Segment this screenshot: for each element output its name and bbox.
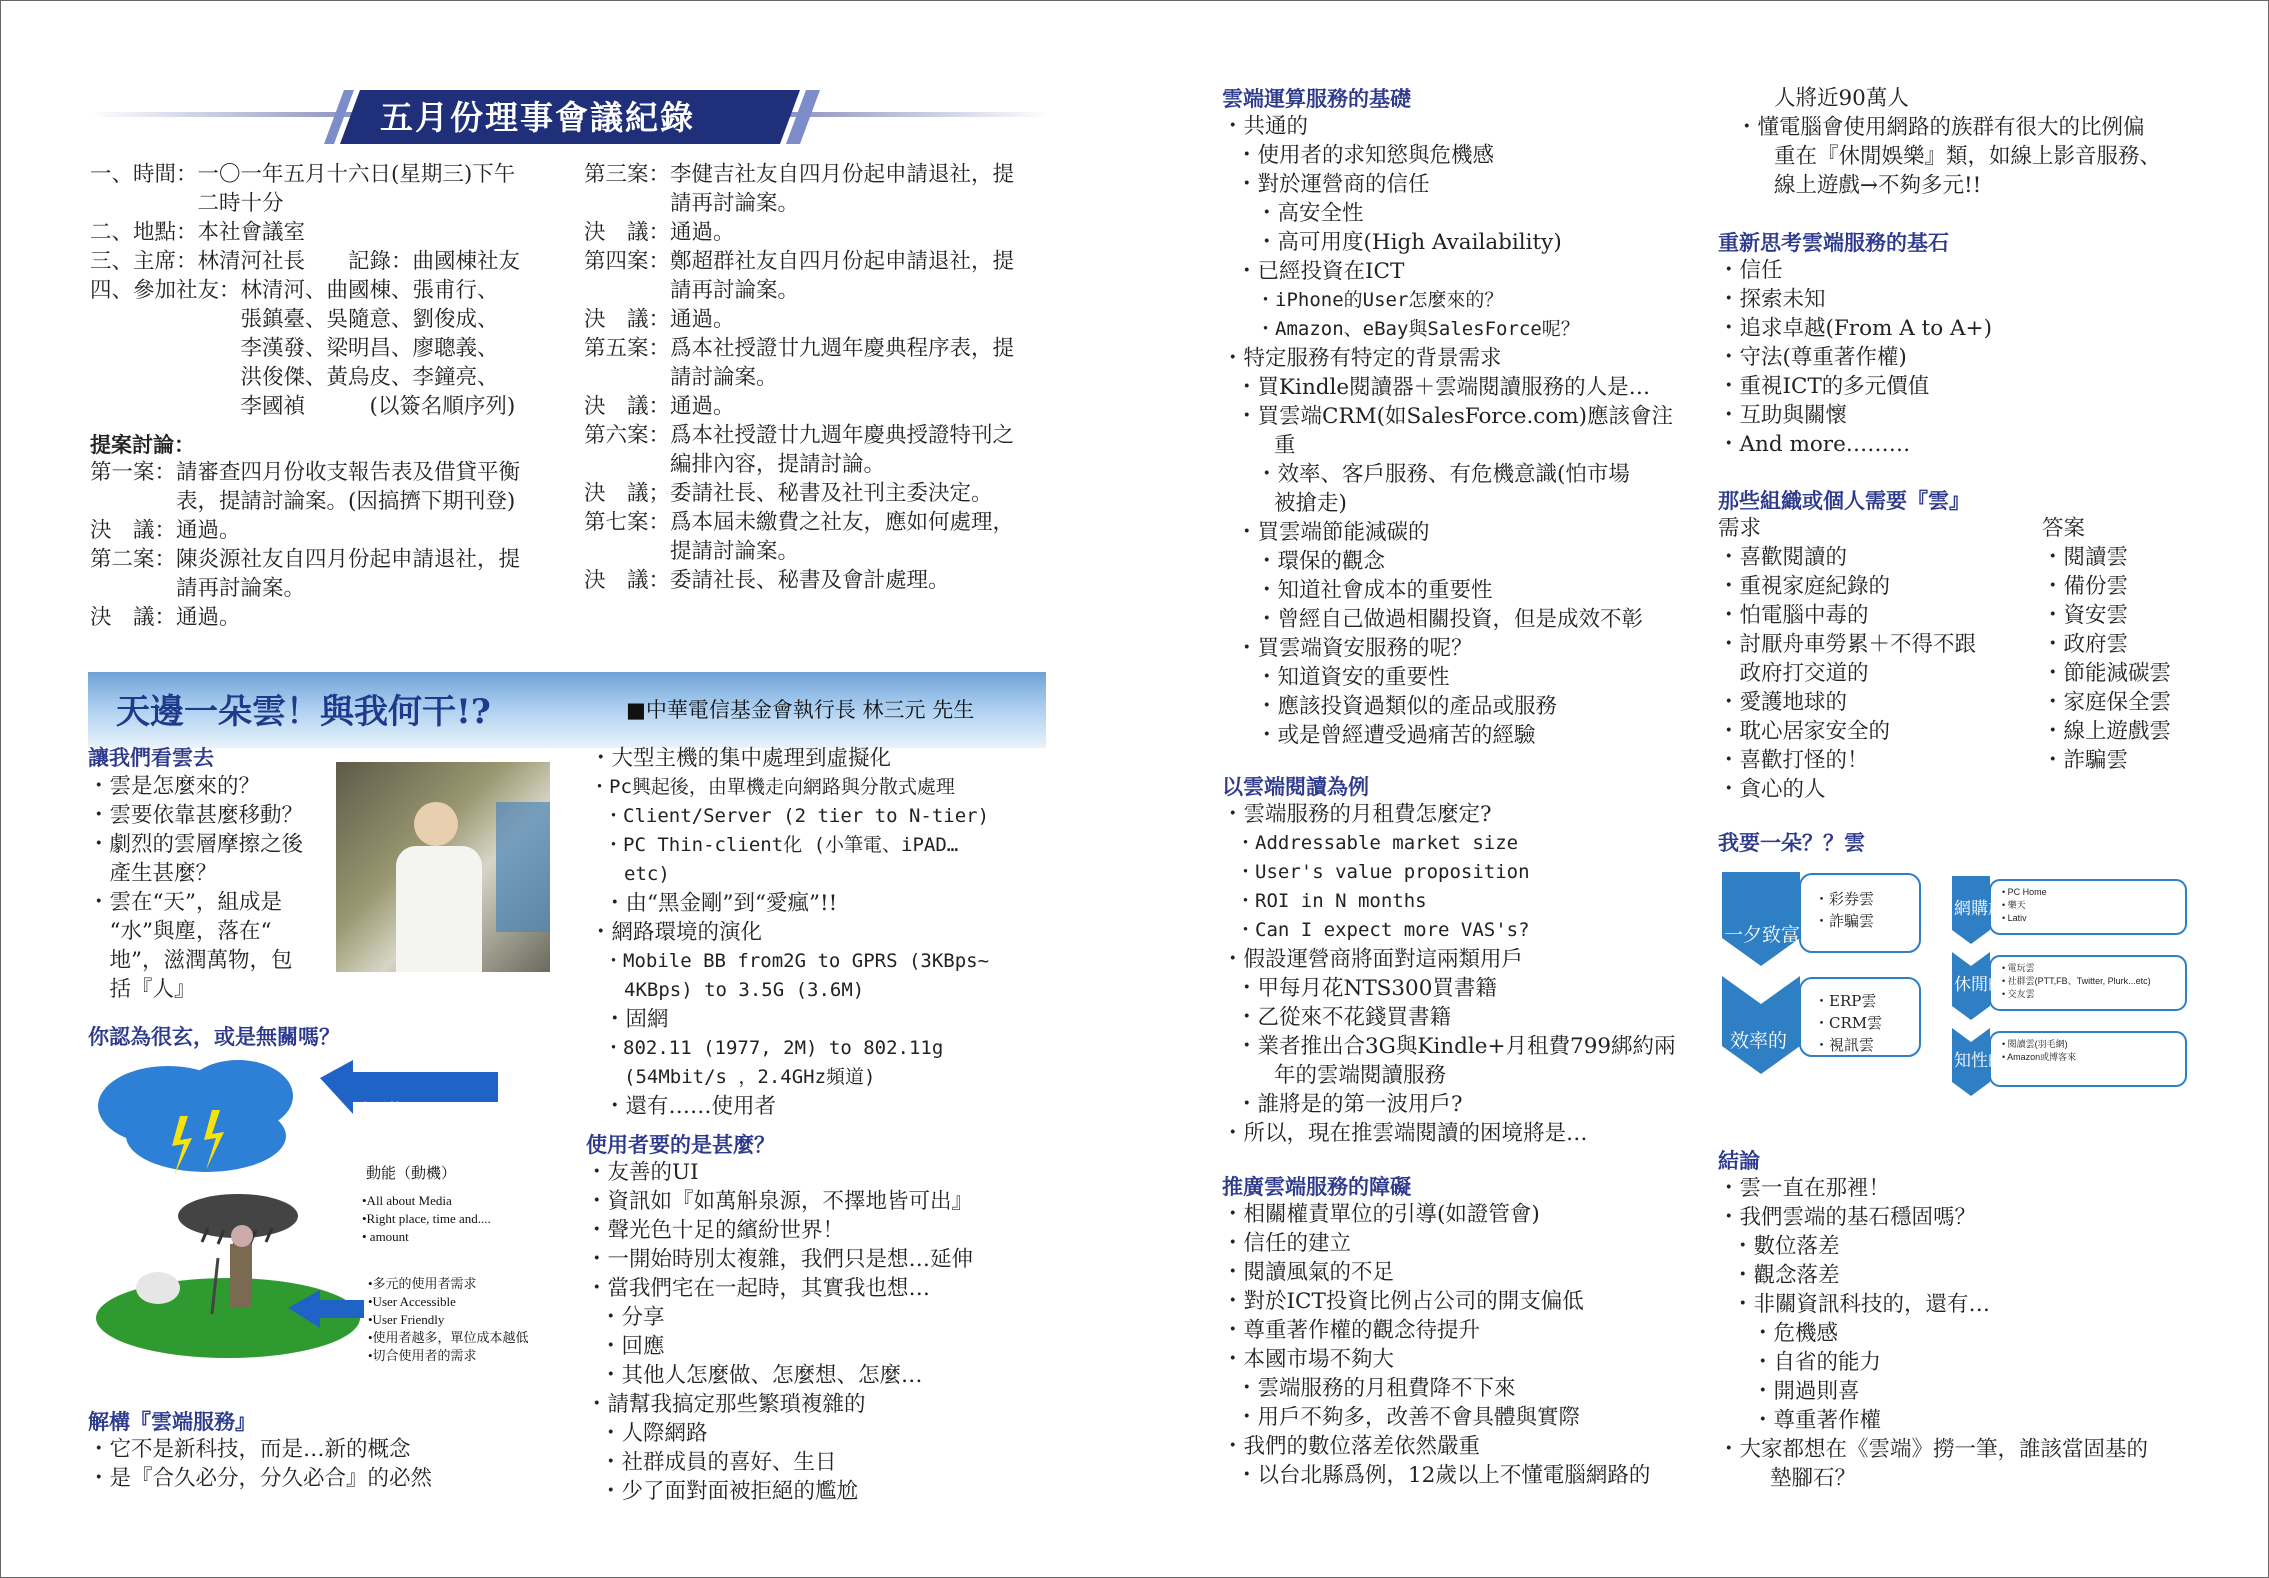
chevron-label: 網購族 <box>1954 899 2005 919</box>
text-line: ・家庭保全雲 <box>2042 690 2172 715</box>
list-item: ・對於運營商的信任 <box>1236 172 1430 197</box>
needs-list <box>1718 543 1976 804</box>
text-line: 第七案：爲本屆未繳費之社友，應如何處理， <box>584 510 1015 535</box>
chevron-label: 知性的 <box>1954 1051 2005 1071</box>
text-line: 請再討論案。 <box>90 576 306 601</box>
article-title: 天邊一朵雲！與我何干!? <box>116 692 491 732</box>
chevron-label: 一夕致富 <box>1724 924 1801 946</box>
text-line: 李國禎 (以簽名順序列) <box>90 394 516 419</box>
list-item: ・高安全性 <box>1256 201 1364 226</box>
list-item: ・請幫我搞定那些繁瑣複雜的 <box>586 1392 866 1417</box>
text-line: 政府打交道的 <box>1718 661 1869 686</box>
text-line: 第五案：爲本社授證廿九週年慶典程序表，提 <box>584 336 1015 361</box>
section-heading-mystery: 你認為很玄，或是無關嗎？ <box>88 1025 340 1049</box>
list-item: ・分享 <box>600 1305 665 1330</box>
text-line: 一、時間：一〇一年五月十六日(星期三)下午 <box>90 162 516 187</box>
text-line: ・劇烈的雲層摩擦之後 <box>88 832 304 857</box>
text-line: ・喜歡閱讀的 <box>1718 545 1848 570</box>
list-item: ・尊重著作權 <box>1752 1408 1882 1433</box>
text-line: 二、地點：本社會議室 <box>90 220 306 245</box>
chevron-item: • PC Home <box>2002 887 2047 897</box>
text-line: 洪俊傑、黃烏皮、李鐘亮、 <box>90 365 499 390</box>
text-line: 第二案：陳炎源社友自四月份起申請退社，提 <box>90 547 521 572</box>
text-line: 編排內容，提請討論。 <box>584 452 886 477</box>
section-heading-reading: 以雲端閱讀為例 <box>1222 775 1369 799</box>
chevron-item: ・ERP雲 <box>1814 992 1877 1010</box>
text-line: 四、參加社友：林清河、曲國棟、張甫行、 <box>90 278 499 303</box>
text-line: ・雲是怎麼來的？ <box>88 774 261 799</box>
list-item: ・非關資訊科技的，還有… <box>1732 1292 1991 1317</box>
list-item: 4KBps) to 3.5G (3.6M) <box>624 979 865 1001</box>
list-item: ・一開始時別太複雜，我們只是想…延伸 <box>586 1247 974 1272</box>
reading-list <box>1222 800 1676 1148</box>
list-item: ・Addressable market size <box>1236 832 1519 854</box>
list-item: ・少了面對面被拒絕的尷尬 <box>600 1479 859 1504</box>
text-line: ・耽心居家安全的 <box>1718 719 1891 744</box>
chevron-item: • 交友雲 <box>2002 989 2035 999</box>
needs-label: 需求 <box>1718 516 1762 541</box>
list-item: ・聲光色十足的繽紛世界！ <box>586 1218 845 1243</box>
section-heading-which-cloud: 我要一朵？？雲 <box>1718 831 1865 855</box>
list-item: ・802.11 (1977, 2M) to 802.11g <box>604 1037 944 1059</box>
obstacles-list <box>1222 1200 1650 1490</box>
text-line: ・探索未知 <box>1718 287 1826 312</box>
section-heading-conclusion: 結論 <box>1718 1149 1760 1173</box>
list-item: ・由“黑金剛”到“愛瘋”!! <box>604 891 838 916</box>
list-item: ・已經投資在ICT <box>1236 259 1405 284</box>
list-item: ・Client/Server (2 tier to N-tier) <box>604 805 990 827</box>
chevron-label: 效率的 <box>1730 1030 1788 1052</box>
text-line: ・怕電腦中毒的 <box>1718 603 1869 628</box>
list-item: ・甲每月花NTS300買書籍 <box>1236 976 1497 1001</box>
chevron-item: ・CRM雲 <box>1814 1014 1883 1032</box>
list-item: ・高可用度(High Availability) <box>1256 230 1562 255</box>
list-item: ・固網 <box>604 1007 669 1032</box>
list-item: ・所以，現在推雲端閱讀的困境將是… <box>1222 1121 1588 1146</box>
list-item: ・相關權責單位的引導(如證管會) <box>1222 1202 1540 1227</box>
list-item: ・雲一直在那裡！ <box>1718 1176 1891 1201</box>
list-item: ・ROI in N months <box>1236 890 1427 912</box>
text-line: 決 議：委請社長、秘書及會計處理。 <box>584 568 950 593</box>
text-line: 請討論案。 <box>584 365 778 390</box>
list-item: ・應該投資過類似的產品或服務 <box>1256 694 1558 719</box>
list-item: ・我們的數位落差依然嚴重 <box>1222 1434 1481 1459</box>
list-item: ・知道資安的重要性 <box>1256 665 1450 690</box>
list-item: 被搶走) <box>1274 491 1347 516</box>
text-line: 第一案：請審查四月份收支報告表及借貸平衡 <box>90 460 521 485</box>
list-item: ・社群成員的喜好、生日 <box>600 1450 837 1475</box>
chevron-item: • Lativ <box>2002 913 2027 923</box>
text-line: 第三案：李健吉社友自四月份起申請退社，提 <box>584 162 1015 187</box>
list-item: ・資訊如『如萬斛泉源，不擇地皆可出』 <box>586 1189 974 1214</box>
text-line: ・它不是新科技，而是…新的概念 <box>88 1437 411 1462</box>
clouds-list <box>88 772 303 1004</box>
list-item: ・網路環境的演化 <box>590 920 763 945</box>
chevron-label: 休閒的 <box>1954 975 2005 995</box>
text-line: 提請討論案。 <box>584 539 800 564</box>
text-line: ・喜歡打怪的！ <box>1718 748 1869 773</box>
minutes-title: 五月份理事會議紀錄 <box>380 98 695 137</box>
speaker-head <box>414 802 458 846</box>
section-heading-deconstruct: 解構『雲端服務』 <box>88 1410 256 1434</box>
list-item: ・或是曾經遭受過痛苦的經驗 <box>1256 723 1536 748</box>
text-line: 張鎮臺、吳隨意、劉俊成、 <box>90 307 499 332</box>
text-line: ・重視家庭紀錄的 <box>1718 574 1891 599</box>
text-line: ・討厭舟車勞累＋不得不跟 <box>1718 632 1977 657</box>
power-items <box>362 1192 491 1246</box>
text-line: 決 議：通過。 <box>584 220 735 245</box>
list-item: etc) <box>624 863 670 885</box>
proposals-right <box>584 160 1014 595</box>
list-item: ・環保的觀念 <box>1256 549 1386 574</box>
list-item: ・人際網路 <box>600 1421 708 1446</box>
diagram-text: •User Accessible <box>368 1294 456 1309</box>
text-line: ・雲在“天”，組成是 <box>88 890 282 915</box>
list-item: ・Mobile BB from2G to GPRS (3KBps~ <box>604 950 990 972</box>
chevron-item: ・彩券雲 <box>1814 890 1875 908</box>
text-line: ・貪心的人 <box>1718 777 1826 802</box>
list-item: ・回應 <box>600 1334 665 1359</box>
list-item: ・用戶不夠多，改善不會具體與實際 <box>1236 1405 1581 1430</box>
list-item: ・數位落差 <box>1732 1234 1840 1259</box>
chevron-item: • 社群雲(PTT,FB、Twitter, Plurk...etc) <box>2002 976 2151 986</box>
list-item: 重在『休閒娛樂』類，如線上影音服務、 <box>1774 144 2162 169</box>
list-item: ・本國市場不夠大 <box>1222 1347 1395 1372</box>
proposal-heading: 提案討論： <box>90 433 195 457</box>
list-item: ・懂電腦會使用網路的族群有很大的比例偏 <box>1736 115 2145 140</box>
list-item: 人將近90萬人 <box>1774 86 1909 111</box>
text-line: ・詐騙雲 <box>2042 748 2129 773</box>
list-item: ・業者推出合3G與Kindle+月租費799綁約兩 <box>1236 1034 1676 1059</box>
answers-label: 答案 <box>2042 516 2086 541</box>
chevron-item: ・視訊雲 <box>1814 1036 1875 1054</box>
diagram-text: •使用者越多，單位成本越低 <box>368 1330 529 1345</box>
list-item: ・Amazon、eBay與SalesForce呢？ <box>1256 318 1580 340</box>
answers-list <box>2042 543 2171 775</box>
list-item: ・大家都想在《雲端》撈一筆，誰該當固基的 <box>1718 1437 2149 1462</box>
list-item: ・當我們宅在一起時，其實我也想… <box>586 1276 931 1301</box>
text-line: 決 議：通過。 <box>584 307 735 332</box>
list-item: ・雲端服務的月租費降不下來 <box>1236 1376 1516 1401</box>
article-banner <box>88 672 1046 748</box>
list-item: ・觀念落差 <box>1732 1263 1840 1288</box>
text-line: 決 議：通過。 <box>90 518 241 543</box>
text-line: 決 議：通過。 <box>90 605 241 630</box>
text-line: ・And more……… <box>1718 432 1911 457</box>
text-line: ・政府雲 <box>2042 632 2129 657</box>
text-line: 第四案：鄭超群社友自四月份起申請退社，提 <box>584 249 1015 274</box>
section-heading-who-needs: 那些組織或個人需要『雲』 <box>1718 489 1970 513</box>
section-heading-user-wants: 使用者要的是甚麼？ <box>586 1133 775 1157</box>
text-line: ・資安雲 <box>2042 603 2129 628</box>
text-line: 地”，滋潤萬物，包 <box>88 948 293 973</box>
list-item: 線上遊戲→不夠多元!! <box>1774 173 1982 198</box>
text-line: ・節能減碳雲 <box>2042 661 2172 686</box>
list-item: ・PC Thin-client化 (小筆電、iPAD… <box>604 834 959 856</box>
text-line: 李漢發、梁明昌、廖聰義、 <box>90 336 499 361</box>
list-item: ・閱讀風氣的不足 <box>1222 1260 1395 1285</box>
chevron-item: ・詐騙雲 <box>1814 912 1875 930</box>
digital-gap-continued <box>1722 84 2161 200</box>
list-item: ・信任的建立 <box>1222 1231 1352 1256</box>
list-item: 墊腳石？ <box>1770 1466 1857 1491</box>
list-item: ・我們雲端的基石穩固嗎？ <box>1718 1205 1977 1230</box>
text-line: 第六案：爲本社授證廿九週年慶典授證特刊之 <box>584 423 1015 448</box>
list-item: ・還有……使用者 <box>604 1094 777 1119</box>
text-line: ・互助與關懷 <box>1718 403 1848 428</box>
list-item: ・友善的UI <box>586 1160 699 1185</box>
diagram-text: •Right place, time and.... <box>362 1211 491 1226</box>
user-needs-items <box>368 1275 529 1365</box>
text-line: ・雲要依靠甚麼移動？ <box>88 803 304 828</box>
chevron-item: • 電玩雲 <box>2002 963 2035 973</box>
list-item: ・危機感 <box>1752 1321 1839 1346</box>
diagram-text: •多元的使用者需求 <box>368 1276 477 1291</box>
list-item: ・Pc興起後，由單機走向網路與分散式處理 <box>590 776 955 798</box>
text-line: ・備份雲 <box>2042 574 2129 599</box>
list-item: ・iPhone的User怎麼來的？ <box>1256 289 1504 311</box>
section-heading-clouds: 讓我們看雲去 <box>88 746 214 770</box>
text-line: ・是『合久必分，分久必合』的必然 <box>88 1466 433 1491</box>
article-byline: ■中華電信基金會執行長 林三元 先生 <box>626 698 975 722</box>
text-line: 表，提請討論案。(因搞擠下期刊登) <box>90 489 516 514</box>
text-line: 決 議：通過。 <box>584 394 735 419</box>
text-line: 括『人』 <box>88 977 196 1002</box>
rethink-list <box>1718 256 1992 459</box>
text-line: 請再討論案。 <box>584 191 800 216</box>
list-item: ・大型主機的集中處理到虛擬化 <box>590 746 892 771</box>
text-line: 三、主席：林清河社長 記錄：曲國棟社友 <box>90 249 521 274</box>
section-heading-rethink: 重新思考雲端服務的基石 <box>1718 231 1949 255</box>
list-item: ・特定服務有特定的背景需求 <box>1222 346 1502 371</box>
list-item: ・效率、客戶服務、有危機意識(怕市場 <box>1256 462 1630 487</box>
section-heading-obstacles: 推廣雲端服務的障礙 <box>1222 1175 1411 1199</box>
list-item: ・買雲端節能減碳的 <box>1236 520 1430 545</box>
chevron-item: • 樂天 <box>2002 900 2026 910</box>
conclusion-list <box>1718 1174 2148 1493</box>
power-label: 動能（動機） <box>366 1166 457 1182</box>
speaker-photo <box>336 762 550 972</box>
foundation-list <box>1222 112 1673 750</box>
diagram-text: •User Friendly <box>368 1312 445 1327</box>
diagram-text: •切合使用者的需求 <box>368 1348 477 1363</box>
list-item: ・買Kindle閱讀器＋雲端閱讀服務的人是… <box>1236 375 1651 400</box>
list-item: ・其他人怎麼做、怎麼想、怎麼… <box>600 1363 923 1388</box>
text-line: ・守法(尊重著作權) <box>1718 345 1907 370</box>
list-item: 重 <box>1274 433 1296 458</box>
list-item: ・Can I expect more VAS's? <box>1236 919 1530 941</box>
list-item: ・共通的 <box>1222 114 1309 139</box>
chevron-item: • Amazon或博客來 <box>2002 1052 2077 1062</box>
speaker-body <box>396 846 482 972</box>
section-heading-foundation: 雲端運算服務的基礎 <box>1222 87 1411 111</box>
list-item: ・乙從來不花錢買書籍 <box>1236 1005 1452 1030</box>
list-item: ・買雲端資安服務的呢？ <box>1236 636 1473 661</box>
chevron-item: • 閱讀雲(羽毛網) <box>2002 1039 2068 1049</box>
list-item: (54Mbit/s ，2.4GHz頻道) <box>624 1066 876 1088</box>
text-line: 二時十分 <box>90 191 284 216</box>
diagram-text: • amount <box>362 1229 409 1244</box>
list-item: ・尊重著作權的觀念待提升 <box>1222 1318 1481 1343</box>
text-line: ・重視ICT的多元價值 <box>1718 374 1930 399</box>
list-item: ・買雲端CRM(如SalesForce.com)應該會注 <box>1236 404 1674 429</box>
list-item: ・假設運營商將面對這兩類用戶 <box>1222 947 1524 972</box>
list-item: ・知道社會成本的重要性 <box>1256 578 1493 603</box>
text-line: 請再討論案。 <box>584 278 800 303</box>
deconstruct-list <box>88 1435 432 1493</box>
diagram-text: •All about Media <box>362 1193 452 1208</box>
text-line: “水”與塵，落在“ <box>88 919 272 944</box>
evolution-list <box>590 744 989 1121</box>
text-line: ・信任 <box>1718 258 1783 283</box>
minutes-left-block <box>90 160 520 421</box>
projection-screen <box>496 802 550 932</box>
contents-arrow-label: 多元的 Contents <box>358 1102 461 1118</box>
list-item: ・User's value proposition <box>1236 861 1530 883</box>
text-line: ・追求卓越(From A to A+) <box>1718 316 1992 341</box>
list-item: ・雲端服務的月租費怎麼定? <box>1222 802 1492 827</box>
user-wants-list <box>586 1158 973 1506</box>
list-item: ・對於ICT投資比例占公司的開支偏低 <box>1222 1289 1584 1314</box>
text-line: 產生甚麼？ <box>88 861 218 886</box>
text-line: ・愛護地球的 <box>1718 690 1848 715</box>
list-item: ・誰將是的第一波用戶? <box>1236 1092 1463 1117</box>
list-item: ・自省的能力 <box>1752 1350 1882 1375</box>
proposals-left <box>90 458 520 632</box>
list-item: ・使用者的求知慾與危機感 <box>1236 143 1495 168</box>
list-item: ・曾經自己做過相關投資，但是成效不彰 <box>1256 607 1644 632</box>
text-line: ・閱讀雲 <box>2042 545 2129 570</box>
list-item: ・以台北縣爲例，12歲以上不懂電腦網路的 <box>1236 1463 1651 1488</box>
text-line: 決 議；委請社長、秘書及社刊主委決定。 <box>584 481 993 506</box>
text-line: ・線上遊戲雲 <box>2042 719 2172 744</box>
list-item: 年的雲端閱讀服務 <box>1274 1063 1447 1088</box>
list-item: ・開過則喜 <box>1752 1379 1860 1404</box>
